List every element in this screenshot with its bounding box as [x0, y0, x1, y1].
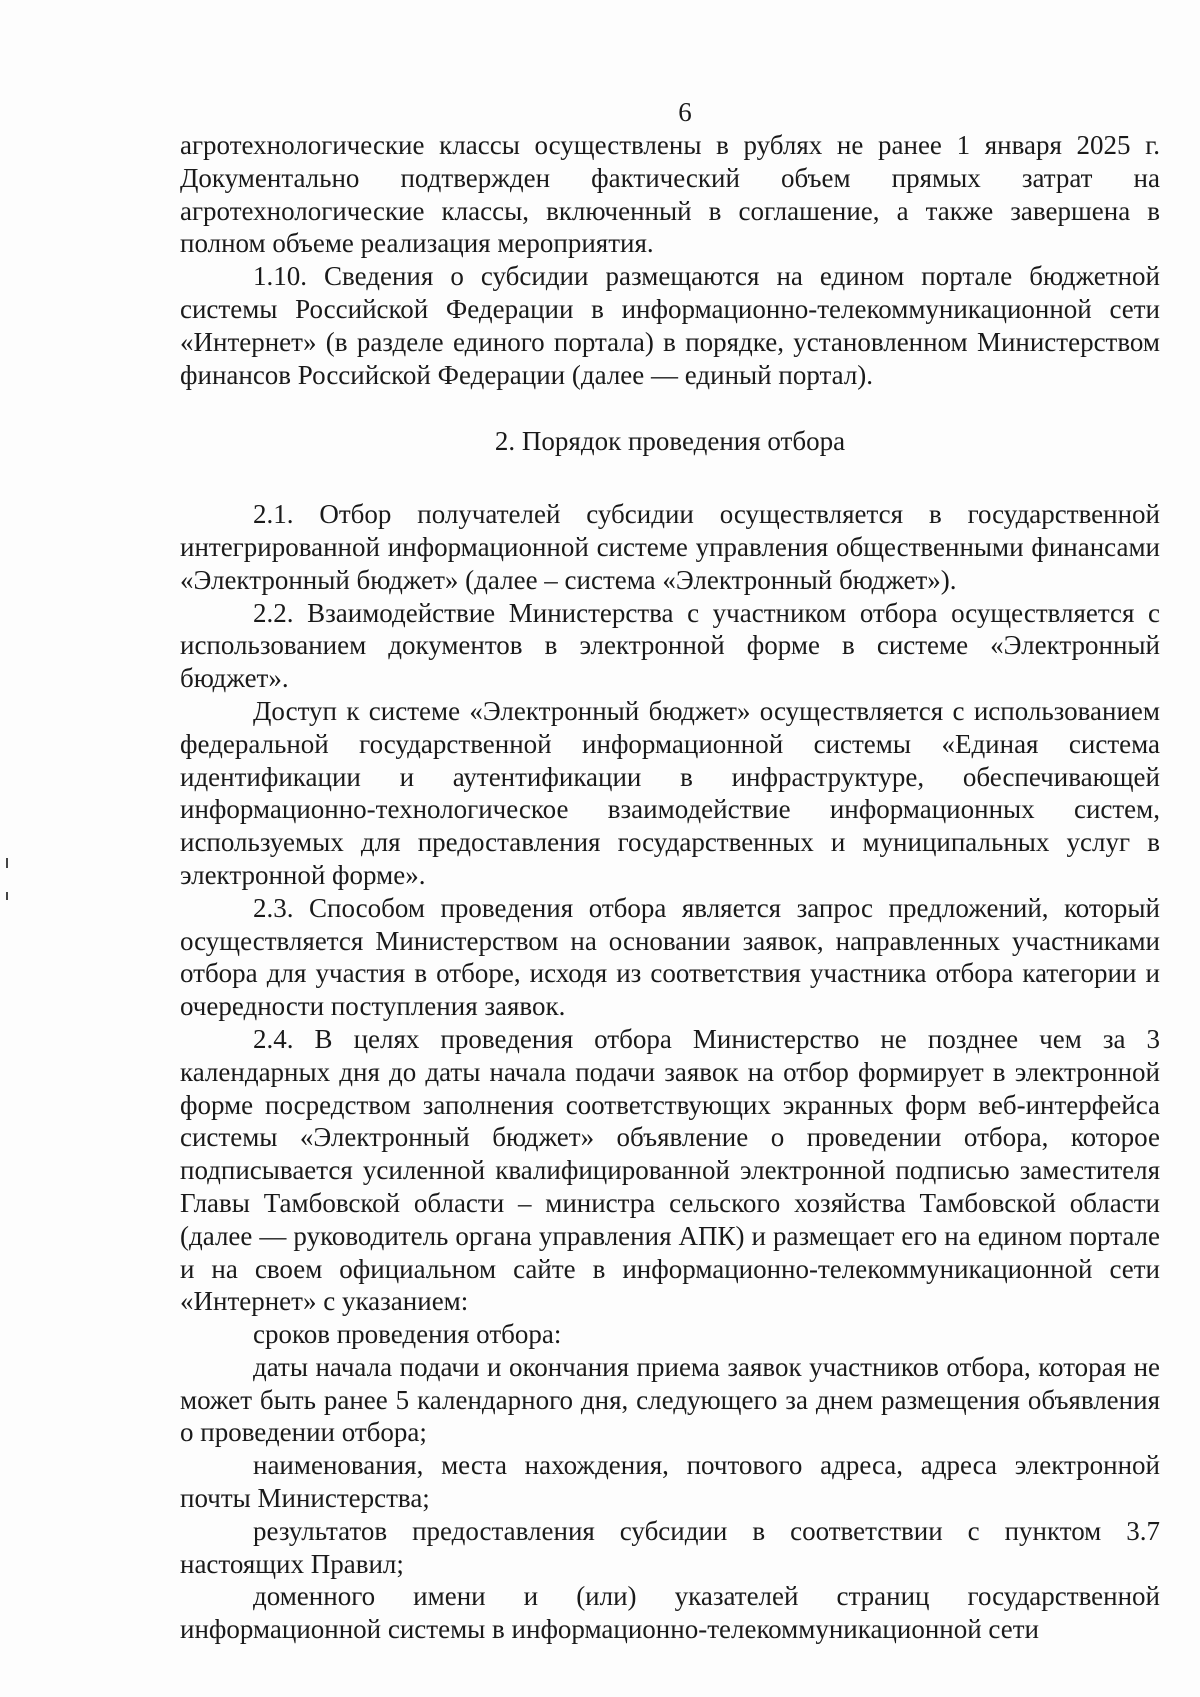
paragraph: 2.4. В целях проведения отбора Министерство не позднее чем за 3 календарных дня до даты начала подачи заявок на отбор формирует в электронной форме посредством заполнения соответствующих экранных форм веб-интерфейса системы «Электронный бюджет» объявление о проведении отбора, которое подписывается усиленной квалифицированной электронной подписью заместителя Главы Тамбовской области – министра сельского хозяйства Тамбовской области (далее — руководитель органа управления АПК) и размещает его на едином портале и на своем официальном сайте в информационно-телекоммуникационной сети «Интернет» с указанием:: [180, 1023, 1160, 1317]
list-item: результатов предоставления субсидии в соответствии с пунктом 3.7 настоящих Правил;: [180, 1515, 1160, 1579]
page-number: 6: [678, 97, 692, 127]
paragraph: 2.1. Отбор получателей субсидии осуществляется в государственной интегрированной информационной системе управления общественными финансами «Электронный бюджет» (далее – система «Электронный бюджет»).: [180, 499, 1160, 595]
paragraph: Доступ к системе «Электронный бюджет» осуществляется с использованием федеральной государственной информационной системы «Единая система идентификации и аутентификации в инфраструктуре, обеспечивающей информационно-технологическое взаимодействие информационных систем, используемых для предоставления государственных и муниципальных услуг в электронной форме».: [180, 695, 1160, 890]
paragraph: агротехнологические классы осуществлены в рублях не ранее 1 января 2025 г. Документально подтвержден фактический объем прямых затрат на агротехнологические классы, включенный в соглашение, а также завершена в полном объеме реализация мероприятия.: [180, 130, 1160, 259]
paragraph: 1.10. Сведения о субсидии размещаются на едином портале бюджетной системы Российской Федерации в информационно-телекоммуникационной сети «Интернет» (в разделе единого портала) в порядке, установленном Министерством финансов Российской Федерации (далее — единый портал).: [180, 261, 1160, 390]
list-item: даты начала подачи и окончания приема заявок участников отбора, которая не может быть ранее 5 календарного дня, следующего за днем размещения объявления о проведении отбора;: [180, 1351, 1160, 1448]
list-item: доменного имени и (или) указателей страниц государственной информационной системы в информационно-телекоммуникационной сети: [180, 1581, 1160, 1645]
section-heading: 2. Порядок проведения отбора: [494, 426, 846, 457]
list-item: сроков проведения отбора:: [253, 1319, 562, 1350]
scan-artifact: [6, 858, 8, 868]
spacer: [180, 391, 1160, 425]
document-body: [180, 129, 1160, 1646]
scan-artifact: [6, 892, 8, 900]
paragraph: 2.3. Способом проведения отбора является запрос предложений, который осуществляется Министерством на основании заявок, направленных участниками отбора для участия в отборе, исходя из соответствия участника отбора категории и очередности поступления заявок.: [180, 892, 1160, 1022]
list-item: наименования, места нахождения, почтового адреса, адреса электронной почты Министерства;: [180, 1450, 1160, 1514]
spacer: [180, 458, 1160, 498]
paragraph: 2.2. Взаимодействие Министерства с участником отбора осуществляется с использованием документов в электронной форме в системе «Электронный бюджет».: [180, 597, 1160, 694]
